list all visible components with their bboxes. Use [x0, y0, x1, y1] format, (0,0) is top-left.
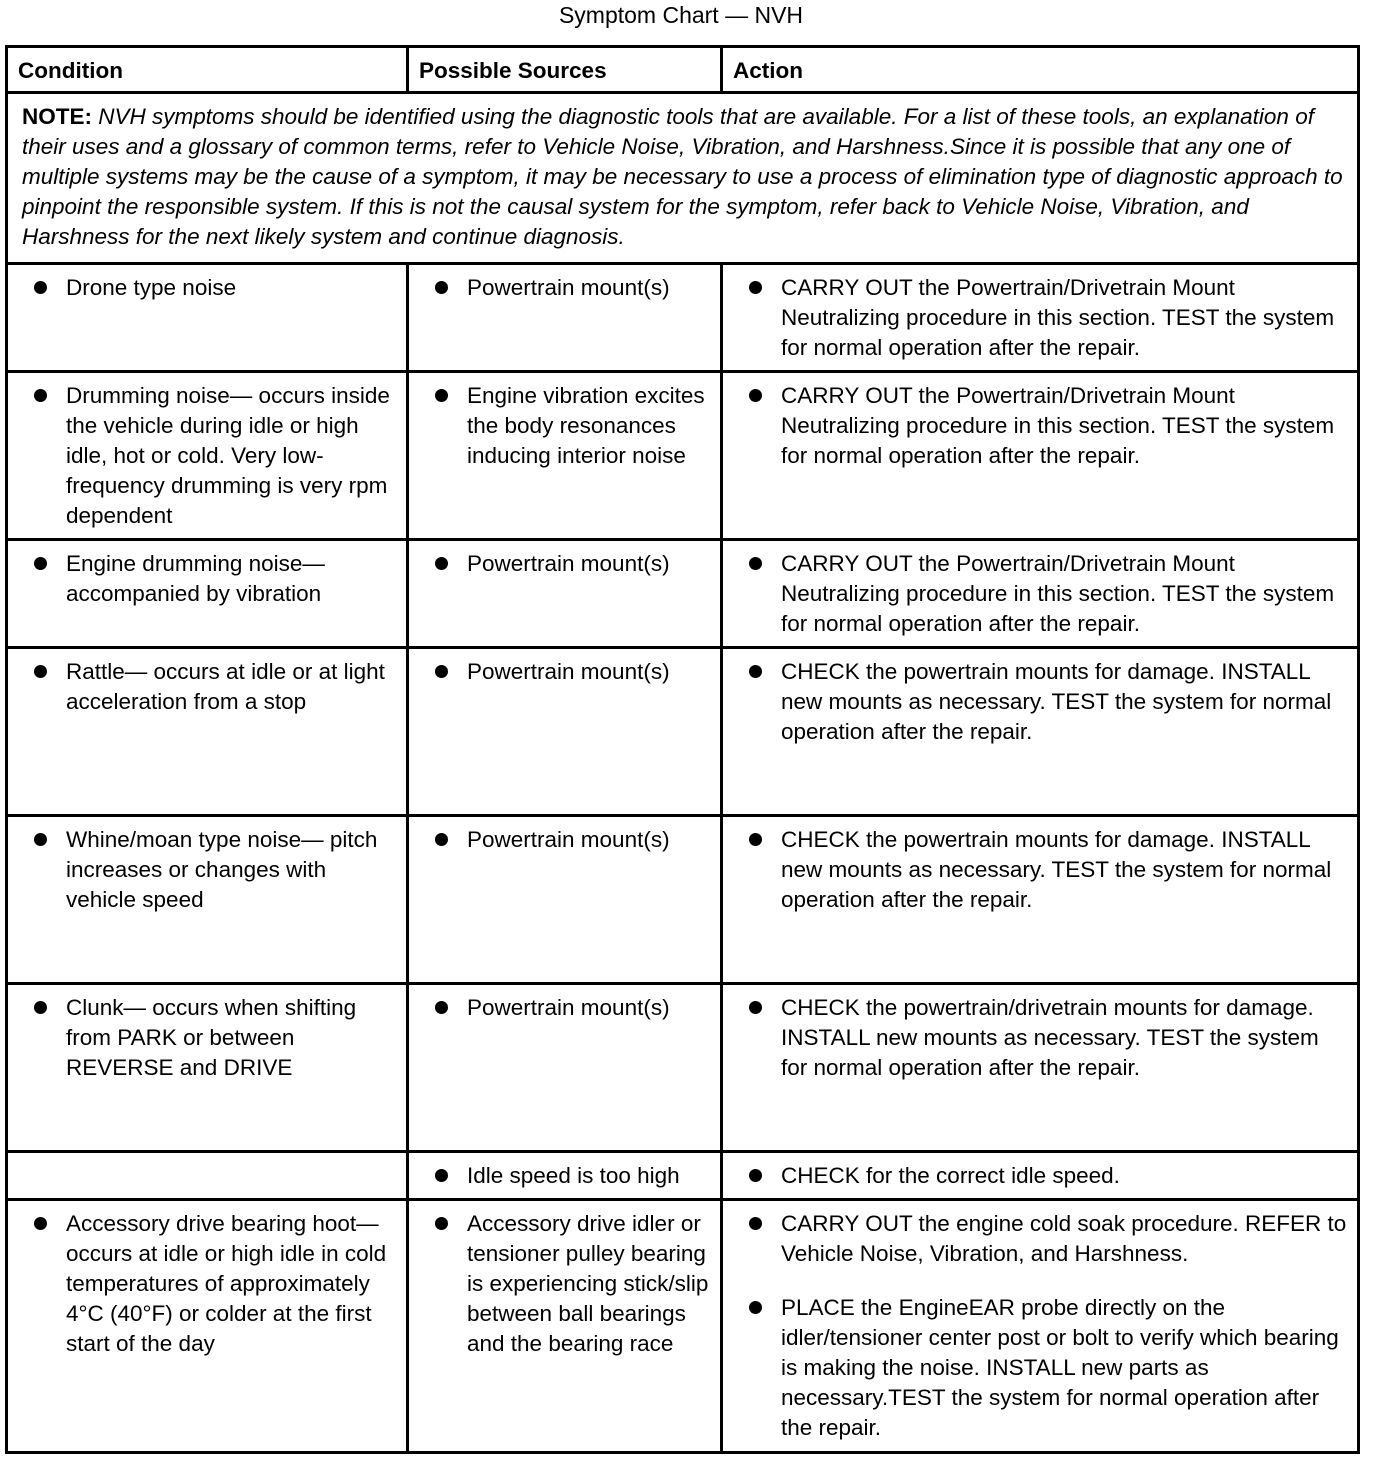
table-row	[7, 984, 1359, 1152]
table-header-row	[7, 47, 1359, 93]
condition-text: Whine/moan type noise— pitch increases or changes with vehicle speed	[66, 825, 398, 915]
condition-text: Accessory drive bearing hoot— occurs at idle or high idle in cold temperatures of approximately 4°C (40°F) or colder at the first start of the day	[66, 1209, 398, 1359]
source-cell	[408, 372, 722, 540]
table-row	[7, 648, 1359, 816]
condition-text: Drone type noise	[66, 273, 398, 303]
condition-cell	[7, 984, 408, 1152]
condition-text: Engine drumming noise— accompanied by vibration	[66, 549, 398, 609]
table-row	[7, 1200, 1359, 1453]
action-text: CARRY OUT the Powertrain/Drivetrain Mount Neutralizing procedure in this section. TEST the system for normal operation after the repair.	[781, 273, 1349, 363]
condition-cell-empty	[7, 1152, 408, 1200]
action-cell	[722, 816, 1359, 984]
condition-cell	[7, 816, 408, 984]
action-text: CHECK the powertrain mounts for damage. INSTALL new mounts as necessary. TEST the system for normal operation after the repair.	[781, 657, 1349, 747]
action-text: CARRY OUT the engine cold soak procedure. REFER to Vehicle Noise, Vibration, and Harshness.	[781, 1209, 1349, 1269]
condition-cell	[7, 264, 408, 372]
condition-text: Drumming noise— occurs inside the vehicle during idle or high idle, hot or cold. Very low-frequency drumming is very rpm dependent	[66, 381, 398, 531]
action-text: CARRY OUT the Powertrain/Drivetrain Mount Neutralizing procedure in this section. TEST the system for normal operation after the repair.	[781, 549, 1349, 639]
table-row	[7, 1152, 1359, 1200]
action-text: PLACE the EngineEAR probe directly on the idler/tensioner center post or bolt to verify which bearing is making the noise. INSTALL new parts as necessary.TEST the system for normal operation after the repair.	[781, 1293, 1349, 1443]
source-cell	[408, 816, 722, 984]
action-text: CARRY OUT the Powertrain/Drivetrain Mount Neutralizing procedure in this section. TEST the system for normal operation after the repair.	[781, 381, 1349, 471]
source-cell	[408, 264, 722, 372]
condition-text: Clunk— occurs when shifting from PARK or between REVERSE and DRIVE	[66, 993, 398, 1083]
source-text: Accessory drive idler or tensioner pulley bearing is experiencing stick/slip between ball bearings and the bearing race	[467, 1209, 712, 1359]
action-cell	[722, 372, 1359, 540]
note-cell	[7, 93, 1359, 264]
condition-cell	[7, 540, 408, 648]
action-text: CHECK the powertrain mounts for damage. INSTALL new mounts as necessary. TEST the system for normal operation after the repair.	[781, 825, 1349, 915]
condition-cell	[7, 648, 408, 816]
action-cell	[722, 540, 1359, 648]
action-cell	[722, 648, 1359, 816]
header-action: Action	[722, 47, 1359, 93]
source-text: Powertrain mount(s)	[467, 825, 712, 855]
action-cell	[722, 1152, 1359, 1200]
action-text: CHECK the powertrain/drivetrain mounts for damage. INSTALL new mounts as necessary. TEST the system for normal operation after the repair.	[781, 993, 1349, 1083]
source-cell	[408, 984, 722, 1152]
note-label: NOTE:	[22, 104, 92, 129]
source-text: Powertrain mount(s)	[467, 657, 712, 687]
table-row	[7, 816, 1359, 984]
table-row	[7, 540, 1359, 648]
condition-text: Rattle— occurs at idle or at light acceleration from a stop	[66, 657, 398, 717]
source-cell	[408, 648, 722, 816]
chart-title: Symptom Chart — NVH	[558, 2, 804, 28]
source-cell	[408, 1152, 722, 1200]
note-text: NVH symptoms should be identified using the diagnostic tools that are available. For a list of these tools, an explanation of their uses and a glossary of common terms, refer to Vehicle Noise, Vibration, and Harshness.Since it is possible that any one of multiple systems may be the cause of a symptom, it may be necessary to use a process of elimination type of diagnostic approach to pinpoint the responsible system. If this is not the causal system for the symptom, refer back to Vehicle Noise, Vibration, and Harshness for the next likely system and continue diagnosis.	[22, 104, 1343, 249]
table-row	[7, 264, 1359, 372]
action-text: CHECK for the correct idle speed.	[781, 1161, 1349, 1191]
header-condition: Condition	[7, 47, 408, 93]
note-row	[7, 93, 1359, 264]
source-text: Idle speed is too high	[467, 1161, 712, 1191]
table-row	[7, 372, 1359, 540]
header-possible-sources: Possible Sources	[408, 47, 722, 93]
action-cell	[722, 984, 1359, 1152]
source-text: Powertrain mount(s)	[467, 549, 712, 579]
source-text: Engine vibration excites the body resonances inducing interior noise	[467, 381, 712, 471]
symptom-table	[5, 45, 1360, 1454]
action-cell	[722, 264, 1359, 372]
source-cell	[408, 540, 722, 648]
condition-cell	[7, 372, 408, 540]
source-cell	[408, 1200, 722, 1453]
source-text: Powertrain mount(s)	[467, 273, 712, 303]
action-cell	[722, 1200, 1359, 1453]
condition-cell	[7, 1200, 408, 1453]
source-text: Powertrain mount(s)	[467, 993, 712, 1023]
